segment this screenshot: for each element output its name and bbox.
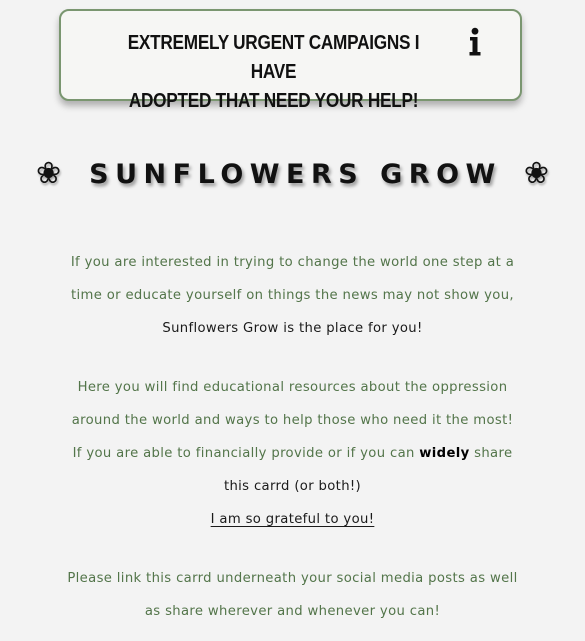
paragraph-gap bbox=[40, 536, 545, 562]
resources-line-3-post: share bbox=[469, 446, 513, 461]
flower-left-icon: ❀ bbox=[36, 156, 62, 191]
intro-line-2: time or educate yourself on things the news may not show you, bbox=[71, 288, 514, 303]
intro-line-1: If you are interested in trying to change the world one step at a bbox=[70, 255, 515, 270]
info-icon[interactable] bbox=[468, 27, 482, 57]
widely-emphasis: widely bbox=[419, 446, 470, 461]
intro-content bbox=[40, 246, 545, 628]
paragraph-gap bbox=[40, 345, 545, 371]
resources-line-3-pre: If you are able to financially provide or if you can bbox=[72, 446, 420, 461]
site-title: SUNFLOWERS GROW bbox=[89, 158, 502, 190]
site-title-row bbox=[0, 152, 585, 196]
flower-right-icon: ❀ bbox=[523, 156, 549, 191]
banner-line-2: ADOPTED THAT NEED YOUR HELP! bbox=[128, 90, 419, 112]
share-line-1: Please link this carrd underneath your social media posts as well bbox=[67, 571, 518, 586]
share-line-2: as share wherever and whenever you can! bbox=[144, 604, 441, 619]
resources-line-3 bbox=[40, 437, 545, 470]
thanks-text: I am so grateful to you! bbox=[210, 512, 375, 527]
urgent-campaigns-banner[interactable] bbox=[59, 9, 522, 112]
banner-line-1: EXTREMELY URGENT CAMPAIGNS I HAVE bbox=[127, 32, 420, 83]
banner-text bbox=[108, 29, 439, 116]
intro-line-3: Sunflowers Grow is the place for you! bbox=[162, 321, 423, 336]
thanks-line bbox=[40, 503, 545, 536]
resources-line-4: this carrd (or both!) bbox=[223, 479, 362, 494]
resources-line-2: around the world and ways to help those who need it the most! bbox=[71, 413, 514, 428]
resources-line-1: Here you will find educational resources about the oppression bbox=[77, 380, 508, 395]
